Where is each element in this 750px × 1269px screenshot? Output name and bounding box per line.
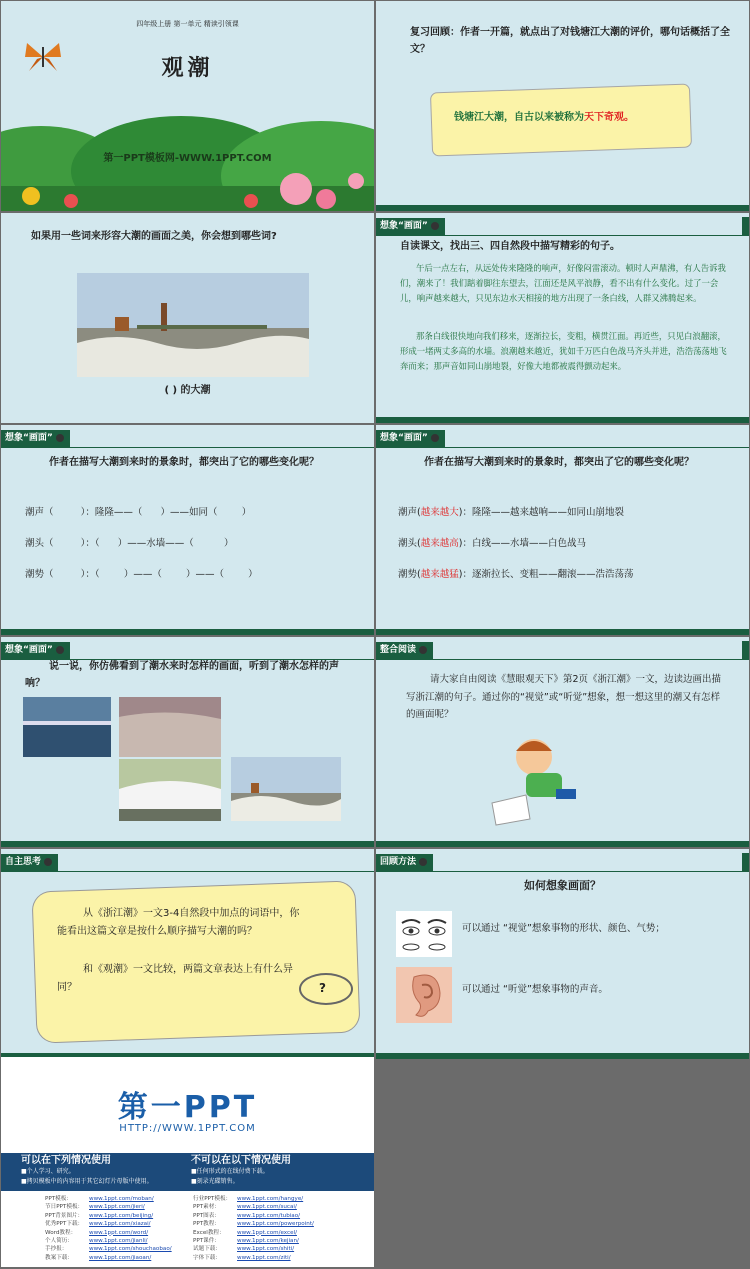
watermark-text: 第一PPT模板网-WWW.1PPT.COM — [103, 153, 272, 164]
link-label: Excel教程： — [193, 1229, 225, 1236]
thinking-question-2: 和《观潮》一文比较，两篇文章表达上有什么异同？ — [57, 964, 293, 993]
link-url[interactable]: www.1ppt.com/ziti/ — [237, 1254, 291, 1261]
fill-row-force: 潮势（ ）：（ ）——（ ）——（ ） — [25, 569, 258, 580]
section-tag: 自主思考 — [1, 854, 58, 871]
beetle-icon — [44, 858, 52, 866]
method-audio: 可以通过 “听觉”想象事物的声音。 — [462, 984, 608, 995]
link-row — [45, 1203, 195, 1211]
link-url[interactable]: www.1ppt.com/shiti/ — [237, 1246, 295, 1253]
brand-logo: 第一PPT — [117, 1090, 258, 1125]
link-url[interactable]: www.1ppt.com/word/ — [89, 1229, 149, 1236]
slide-9[interactable] — [1, 849, 374, 1059]
slide-7[interactable] — [1, 637, 374, 847]
link-label: 试题下载： — [193, 1246, 221, 1253]
slide-4[interactable] — [376, 213, 749, 423]
link-row — [45, 1220, 195, 1228]
answer-text: 钱塘江大潮，自古以来被称为天下奇观。 — [454, 112, 634, 123]
slide-5[interactable] — [1, 425, 374, 635]
link-label: PPT图表： — [193, 1212, 220, 1219]
tag-line — [376, 235, 749, 236]
link-label: PPT背景图片： — [45, 1212, 84, 1219]
tide-photo-4 — [231, 757, 341, 821]
method-title: 如何想象画面？ — [524, 879, 601, 892]
link-url[interactable]: www.1ppt.com/shouchaobao/ — [89, 1246, 172, 1253]
tide-photo-1 — [23, 697, 111, 757]
link-row — [45, 1195, 195, 1203]
link-url[interactable]: www.1ppt.com/beijing/ — [89, 1212, 154, 1219]
link-label: PPT课件： — [193, 1238, 220, 1245]
link-url[interactable]: www.1ppt.com/excel/ — [237, 1229, 297, 1236]
link-row — [45, 1245, 195, 1253]
question-mark: ? — [319, 981, 326, 995]
can-use-title: 可以在下列情况使用 — [21, 1155, 111, 1166]
eyes-icon — [396, 911, 452, 957]
can-use-2: ■拷贝模板中的内容用于其它幻灯片母版中使用。 — [21, 1178, 153, 1185]
link-label: PPT模板： — [45, 1196, 72, 1202]
slide-1[interactable] — [1, 1, 374, 211]
slide-title: 观潮 — [161, 56, 214, 81]
link-label: 字体下载： — [193, 1254, 221, 1261]
slide-6[interactable] — [376, 425, 749, 635]
link-url[interactable]: www.1ppt.com/tubiao/ — [237, 1212, 301, 1219]
cannot-use-title: 不可以在以下情况使用 — [191, 1155, 291, 1166]
tag-line — [376, 871, 749, 872]
bottom-bar — [1, 629, 374, 635]
link-label: 行业PPT模板： — [193, 1196, 232, 1202]
review-question: 复习回顾：作者一开篇，就点出了对钱塘江大潮的评价，哪句话概括了全文？ — [410, 27, 730, 55]
section-tag: 想象“画面” — [1, 430, 70, 447]
link-row — [45, 1254, 195, 1262]
slide-question: 如果用一些词来形容大潮的画面之美，你会想到哪些词? — [31, 231, 277, 242]
section-tag: 想象“画面” — [376, 430, 445, 447]
beetle-icon — [56, 646, 64, 654]
beetle-icon — [431, 434, 439, 442]
link-row — [193, 1195, 363, 1203]
beetle-icon — [419, 646, 427, 654]
link-row — [193, 1254, 363, 1262]
answer-row-head: 潮头(越来越高)：白线——水墙——白色战马 — [398, 538, 586, 549]
link-url[interactable]: www.1ppt.com/kejian/ — [237, 1238, 299, 1245]
tide-photo-2 — [119, 697, 221, 757]
slide-subtitle: 四年级上册 第一单元 精读引领课 — [136, 20, 239, 28]
link-url[interactable]: www.1ppt.com/xiazai/ — [89, 1221, 151, 1228]
link-label: 手抄报： — [45, 1246, 68, 1253]
link-label: 节日PPT模板： — [45, 1204, 84, 1211]
tag-line — [376, 659, 749, 660]
section-tag: 回顾方法 — [376, 854, 433, 871]
link-row — [193, 1220, 363, 1228]
slide-3[interactable] — [1, 213, 374, 423]
tag-line — [1, 447, 374, 448]
fill-row-sound: 潮声（ ）：隆隆——（ ）——如同（ ） — [25, 507, 252, 518]
link-label: PPT教程： — [193, 1221, 220, 1228]
section-tag: 整合阅读 — [376, 642, 433, 659]
link-label: 优秀PPT下载： — [45, 1221, 84, 1228]
link-row — [193, 1203, 363, 1211]
link-row — [193, 1212, 363, 1220]
corner-mark — [742, 853, 749, 871]
link-row — [193, 1245, 363, 1253]
bottom-bar — [376, 629, 749, 635]
slide-10[interactable] — [376, 849, 749, 1059]
link-row — [45, 1237, 195, 1245]
corner-mark — [742, 641, 749, 659]
link-label: Word教程： — [45, 1229, 77, 1236]
link-label: 教案下载： — [45, 1254, 73, 1261]
can-use-1: ■个人学习、研究。 — [21, 1168, 75, 1175]
tide-photo-3 — [119, 759, 221, 821]
tag-line — [1, 871, 374, 872]
link-label: PPT素材： — [193, 1204, 220, 1211]
bottom-bar — [1, 841, 374, 847]
fill-row-head: 潮头（ ）：（ ）——水墙——（ ） — [25, 538, 234, 549]
beetle-icon — [56, 434, 64, 442]
thinking-question-1: 从《浙江潮》一文3-4自然段中加点的词语中，你能看出这篇文章是按什么顺序描写大潮的吗？ — [57, 908, 300, 937]
slide-question: 作者在描写大潮到来时的景象时，都突出了它的哪些变化呢？ — [49, 457, 319, 468]
bottom-bar — [376, 1053, 749, 1059]
tag-line — [376, 447, 749, 448]
link-row — [45, 1212, 195, 1220]
link-url[interactable]: www.1ppt.com/sucai/ — [237, 1204, 297, 1211]
bottom-bar — [376, 205, 749, 211]
slide-question: 说一说，你仿佛看到了潮水来时怎样的画面，听到了潮水怎样的声响？ — [25, 661, 339, 689]
brand-url[interactable]: HTTP://WWW.1PPT.COM — [119, 1123, 256, 1134]
link-row — [193, 1237, 363, 1245]
boy-reading-illustration — [486, 733, 576, 827]
link-row — [45, 1229, 195, 1237]
tide-photo — [77, 273, 309, 377]
bottom-bar — [376, 417, 749, 423]
beetle-icon — [419, 858, 427, 866]
link-url[interactable]: www.1ppt.com/jieri/ — [89, 1204, 145, 1211]
paragraph-3: 午后一点左右，从远处传来隆隆的响声，好像闷雷滚动。顿时人声鼎沸，有人告诉我们，潮来了！我们踮着脚往东望去，江面还是风平浪静，看不出有什么变化。过了一会儿，响声越来越大，只见东边水天相接的地方出现了一条白线，人群又沸腾起来。 — [400, 263, 726, 303]
question-circle — [299, 973, 353, 1005]
beetle-icon — [431, 222, 439, 230]
cannot-use-2: ■刻录光碟销售。 — [191, 1178, 239, 1185]
link-url[interactable]: www.1ppt.com/jiaoan/ — [89, 1254, 152, 1261]
slide-8[interactable] — [376, 637, 749, 847]
section-tag: 想象“画面” — [1, 642, 70, 659]
answer-row-force: 潮势(越来越猛)：逐渐拉长、变粗——翻滚——浩浩荡荡 — [398, 569, 634, 580]
answer-row-sound: 潮声(越来越大)：隆隆——越来越响——如同山崩地裂 — [398, 507, 624, 518]
links-right — [193, 1195, 363, 1262]
links-left — [45, 1195, 195, 1262]
section-tag: 想象“画面” — [376, 218, 445, 235]
link-row — [193, 1229, 363, 1237]
link-url[interactable]: www.1ppt.com/powerpoint/ — [237, 1221, 314, 1228]
blank-prompt: ( ) 的大潮 — [164, 385, 211, 396]
bottom-bar — [376, 841, 749, 847]
link-url[interactable]: www.1ppt.com/moban/ — [89, 1196, 154, 1202]
corner-mark — [742, 217, 749, 235]
ear-icon — [396, 967, 452, 1023]
slide-2[interactable] — [376, 1, 749, 211]
link-label: 个人简历： — [45, 1238, 73, 1245]
butterfly-icon — [23, 39, 63, 75]
reading-prompt: 请大家自由阅读《慧眼观天下》第2页《浙江潮》一文，边读边画出描写浙江潮的句子。通过你的“视觉”或“听觉”想象，想一想这里的潮又有怎样的画面呢？ — [406, 674, 722, 721]
link-url[interactable]: www.1ppt.com/hangye/ — [237, 1196, 304, 1202]
method-visual: 可以通过 “视觉”想象事物的形状、颜色、气势； — [462, 923, 665, 934]
link-url[interactable]: www.1ppt.com/jianli/ — [89, 1238, 148, 1245]
instruction-text: 自读课文，找出三、四自然段中描写精彩的句子。 — [400, 241, 620, 252]
cannot-use-1: ■任何形式的在线付费下载。 — [191, 1168, 269, 1175]
slide-11-credits[interactable] — [1, 1057, 374, 1267]
slide-question: 作者在描写大潮到来时的景象时，都突出了它的哪些变化呢？ — [424, 457, 694, 468]
paragraph-4: 那条白线很快地向我们移来，逐渐拉长，变粗，横贯江面。再近些，只见白浪翻滚，形成一堵两丈多高的水墙。浪潮越来越近，犹如千万匹白色战马齐头并进，浩浩荡荡地飞奔而来；那声音如同山崩地裂，好像大地都被震得颤动起来。 — [400, 331, 727, 371]
